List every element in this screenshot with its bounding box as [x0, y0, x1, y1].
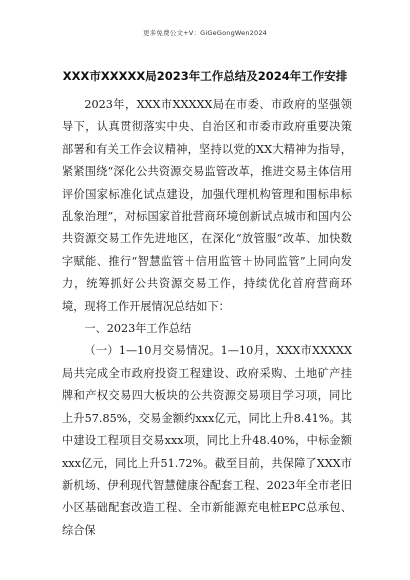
subsection-paragraph: （一）1—10月交易情况。1—10月，XXX市XXXXX局共完成全市政府投资工程建设、政府采购、土地矿产挂牌和产权交易四大板块的公共资源交易项目学习项，同比上升57.85%，交易金额约xxx亿元，同比上升8.41%。其中建设工程项目交易xxx项，同比上升48.40%，中标金额xxx亿元，同比上升51.72%。截至目前，共保障了XXX市新机场、伊利现代智慧健康谷配套工程、2023年全市老旧小区基础配套改造工程、全市新能源充电桩EPC总承包、综合保 [62, 344, 352, 537]
section-heading: 一、2023年工作总结 [84, 322, 192, 336]
document-body [62, 94, 352, 542]
intro-paragraph: 2023年，XXX市XXXXX局在市委、市政府的坚强领导下，认真贯彻落实中央、自治区和市委市政府重要决策部署和有关工作会议精神，坚持以党的XX大精神为指导，紧紧围绕“深化公共资源交易监管改革，推进交易主体信用评价国家标准化试点建设，加强代理机构管理和围标串标乱象治理”，对标国家首批营商环境创新试点城市和国内公共资源交易工作先进地区，在深化“放管服”改革、加快数字赋能、推行“智慧监管＋信用监管＋协同监管”上同向发力，统筹抓好公共资源交易工作，持续优化首府营商环境，现将工作开展情况总结如下： [62, 98, 352, 313]
header-note: 更多免费公文+V：GiGeGongWen2024 [142, 29, 268, 37]
document-title: XXX市XXXXX局2023年工作总结及2024年工作安排 [62, 69, 348, 83]
